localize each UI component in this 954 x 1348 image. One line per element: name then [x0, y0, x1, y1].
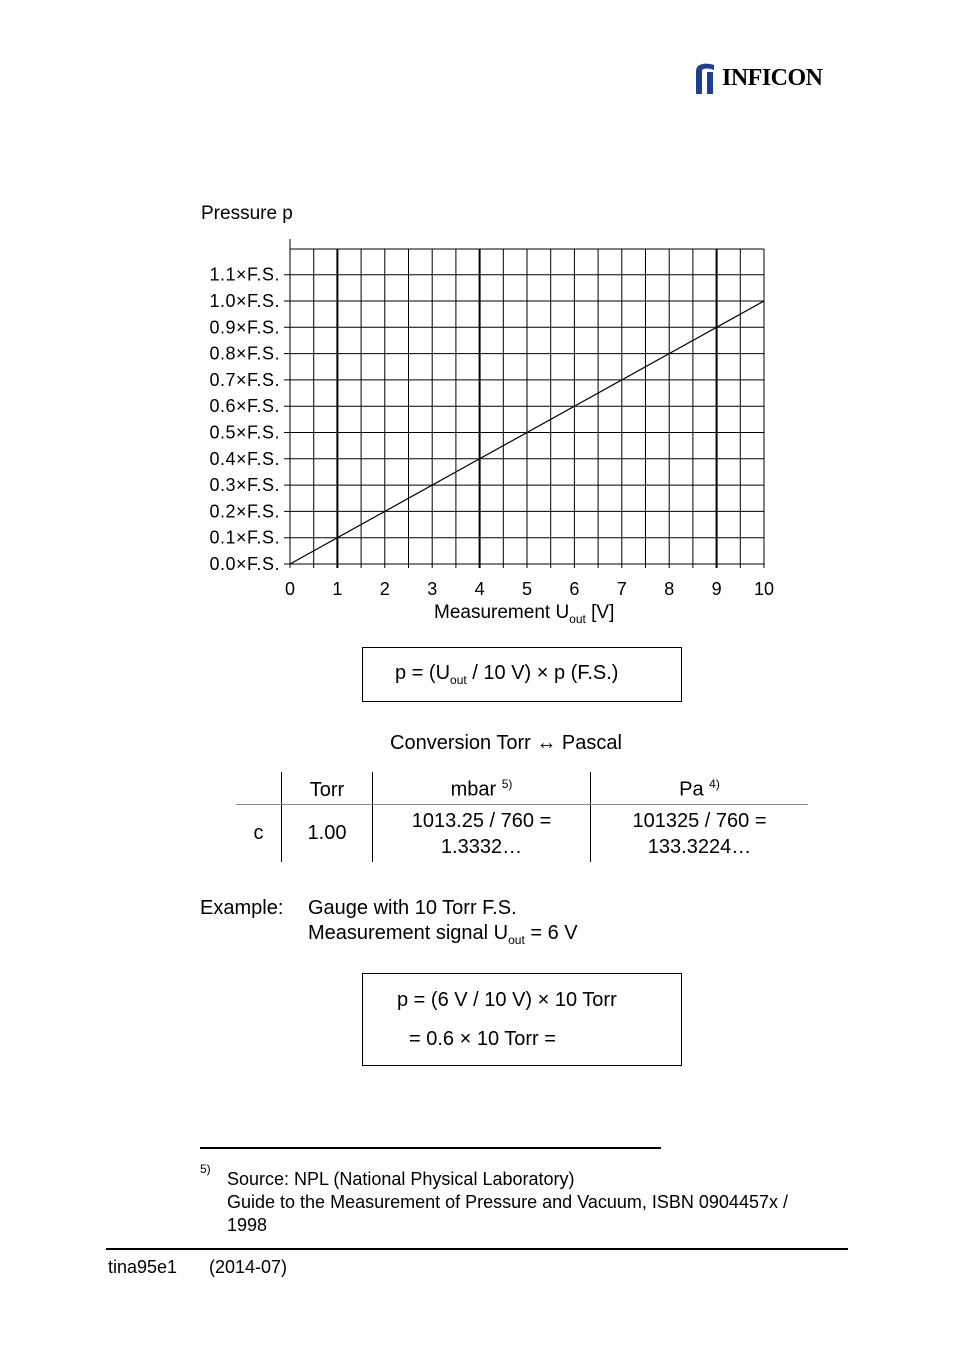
- calculation-box: [362, 973, 682, 1066]
- y-tick-label: 1.0×F.S.: [209, 291, 280, 311]
- y-tick-label: 0.6×F.S.: [209, 396, 280, 417]
- x-tick-label: 4: [474, 579, 485, 599]
- calc-line1: p = (6 V / 10 V) × 10 Torr: [397, 989, 617, 1011]
- y-tick-label: 0.9×F.S.: [209, 317, 280, 338]
- y-tick-label: 1.1×F.S.: [209, 264, 280, 285]
- formula-text: $p = (U_{out} / 10$ V) × p (F.S.): [395, 662, 619, 687]
- x-axis-label: Measurement $U_{out}$ [V]: [434, 602, 615, 626]
- conversion-table: [236, 772, 808, 862]
- header-mbar: mbar $^{5)}$: [373, 772, 591, 805]
- x-tick-label: 3: [427, 579, 438, 599]
- table-header-row: [236, 772, 808, 805]
- footnote-text: Source: NPL (National Physical Laboratory) Guide to the Measurement of Pressure and Vacuum, ISBN 0904457x / 1998: [227, 1169, 788, 1235]
- y-tick-label: 0.7×F.S.: [209, 369, 280, 390]
- cell-torr: 1.00: [282, 805, 373, 863]
- x-tick-label: 1: [332, 579, 343, 599]
- y-tick-label: 0.8×F.S.: [209, 343, 280, 364]
- x-tick-label: 6: [569, 579, 580, 599]
- footer-date: (2014-07): [209, 1257, 288, 1277]
- footer-doc-id: tina95e1: [108, 1257, 178, 1277]
- table-row: [236, 805, 808, 863]
- calc-line2: = 0.6 × 10 Torr =: [409, 1028, 556, 1050]
- footnote-marker: 5): [200, 1162, 211, 1176]
- y-tick-label: 0.1×F.S.: [209, 527, 280, 548]
- formula-box: [362, 647, 682, 702]
- example-line2: Measurement signal $U_{out} = 6$ V: [308, 922, 578, 947]
- y-tick-label: 0.4×F.S.: [209, 448, 280, 469]
- cell-mbar: 1013.25 / 760 = 1.3332…: [373, 805, 591, 863]
- y-tick-label: 0.3×F.S.: [209, 475, 280, 496]
- footer-rule: [106, 1248, 848, 1250]
- x-tick-label: 5: [521, 579, 533, 599]
- x-tick-label: 7: [616, 579, 627, 599]
- example-line1: Gauge with 10 Torr F.S.: [308, 897, 517, 919]
- y-tick-label: 0.5×F.S.: [209, 422, 280, 443]
- row-label: c: [253, 822, 264, 844]
- header-pa: Pa $^{4)}$: [591, 772, 809, 805]
- x-tick-label: 10: [753, 579, 775, 599]
- logo-wordmark: INFICON: [722, 65, 823, 91]
- inficon-logo: [694, 62, 849, 96]
- inficon-logo-icon: [694, 62, 720, 96]
- cell-pa: 101325 / 760 = 133.3224…: [591, 805, 809, 863]
- x-tick-label: 8: [664, 579, 675, 599]
- y-axis-label: Pressure p: [201, 203, 293, 224]
- footnote-divider: [200, 1147, 661, 1149]
- pressure-chart: [180, 230, 800, 640]
- x-tick-label: 0: [284, 579, 296, 599]
- y-tick-label: 0.0×F.S.: [209, 554, 280, 574]
- header-torr: Torr: [282, 772, 373, 805]
- conversion-title: Conversion Torr ↔ Pascal: [390, 732, 622, 754]
- x-tick-label: 2: [379, 579, 390, 599]
- y-tick-label: 0.2×F.S.: [209, 501, 280, 522]
- example-label: Example:: [200, 897, 284, 919]
- x-tick-label: 9: [711, 579, 722, 599]
